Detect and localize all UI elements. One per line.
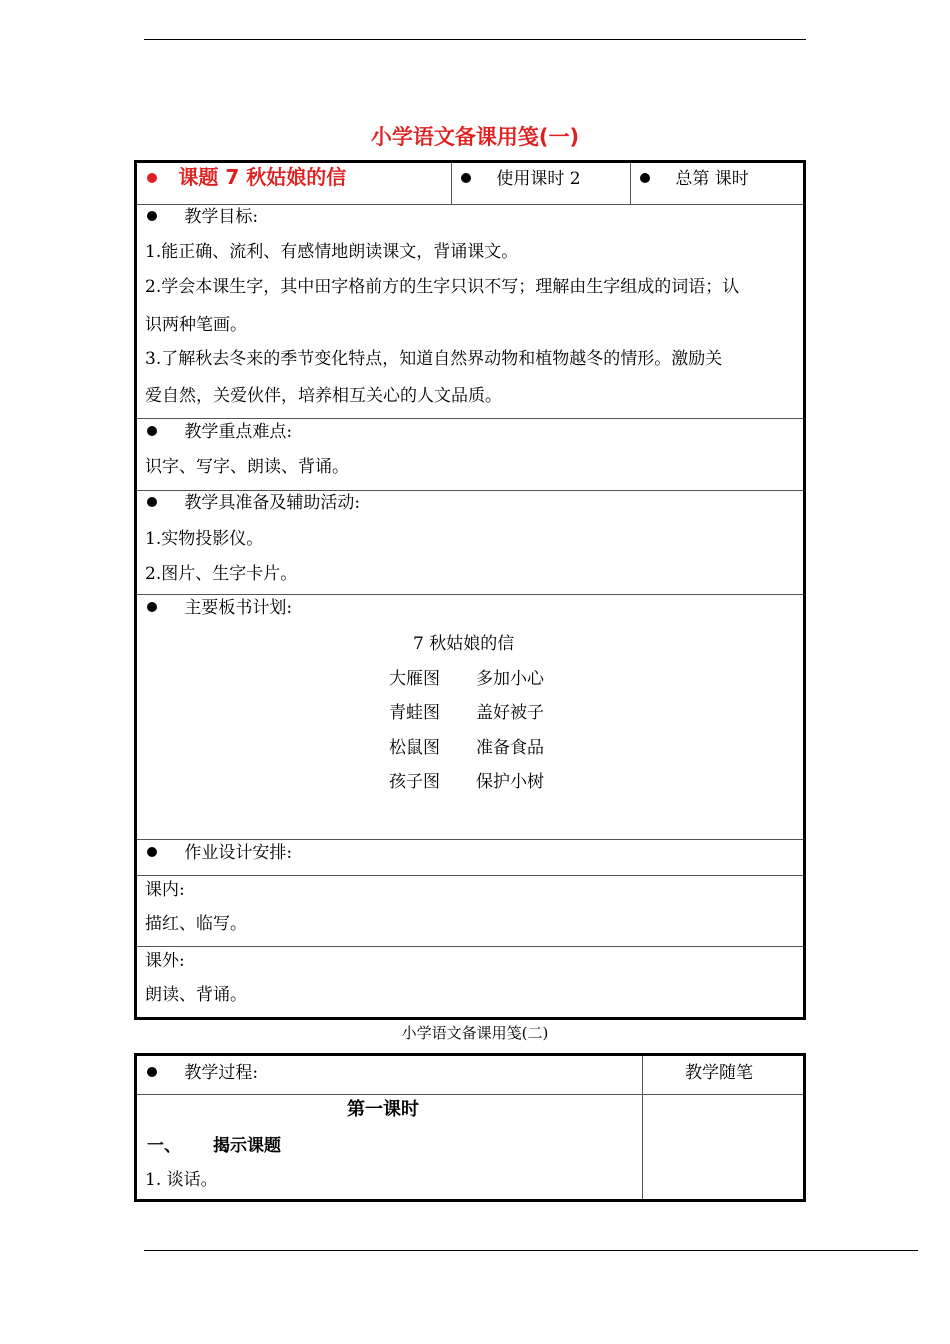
lesson-plan-table	[134, 160, 806, 1020]
bullet-icon	[147, 1067, 157, 1077]
key-points-text: 识字、写字、朗读、背诵。	[145, 457, 349, 477]
board-row-left: 青蛙图	[389, 703, 440, 723]
header-divider-2	[630, 163, 631, 204]
row-divider	[137, 1094, 803, 1095]
objective-line: 爱自然，关爱伙伴，培养相互关心的人文品质。	[145, 386, 502, 406]
bullet-icon	[147, 497, 157, 507]
board-row-right: 保护小树	[476, 772, 544, 792]
process-item: 1. 谈话。	[145, 1170, 218, 1190]
row-divider	[137, 875, 803, 876]
bullet-icon	[147, 173, 157, 183]
bullet-icon	[640, 173, 650, 183]
materials-label-line	[147, 493, 360, 513]
homework-in-text: 描红、临写。	[145, 914, 247, 934]
homework-out-text: 朗读、背诵。	[145, 985, 247, 1005]
objective-line: 识两种笔画。	[145, 315, 247, 335]
board-row-right: 盖好被子	[476, 703, 544, 723]
row-divider	[137, 490, 803, 491]
row-divider	[137, 946, 803, 947]
objectives-label-line	[147, 207, 258, 227]
row-divider	[137, 418, 803, 419]
total-label: 总第 课时	[675, 169, 749, 189]
board-row-left: 大雁图	[389, 669, 440, 689]
material-line: 2.图片、生字卡片。	[145, 564, 298, 584]
board-label: 主要板书计划:	[184, 598, 293, 618]
homework-in-label: 课内:	[145, 880, 185, 900]
material-line: 1.实物投影仪。	[145, 529, 264, 549]
section-number: 一、	[147, 1136, 181, 1156]
board-title: 7 秋姑娘的信	[413, 634, 515, 654]
period-title: 第一课时	[347, 1099, 419, 1120]
notes-column-divider	[642, 1056, 643, 1199]
process-label-line	[147, 1063, 258, 1083]
process-table	[134, 1053, 806, 1202]
row-divider	[137, 594, 803, 595]
board-row-right: 准备食品	[476, 738, 544, 758]
bullet-icon	[147, 847, 157, 857]
board-row-right: 多加小心	[476, 669, 544, 689]
row-divider	[137, 204, 803, 205]
bullet-icon	[147, 602, 157, 612]
homework-out-label: 课外:	[145, 951, 185, 971]
objectives-label: 教学目标:	[184, 207, 259, 227]
objective-line: 3.了解秋去冬来的季节变化特点，知道自然界动物和植物越冬的情形。激励关	[145, 349, 723, 369]
total-cell	[640, 169, 749, 189]
objective-line: 1.能正确、流利、有感情地朗读课文，背诵课文。	[145, 242, 519, 262]
bullet-icon	[147, 211, 157, 221]
board-row-left: 孩子图	[389, 772, 440, 792]
homework-label-line	[147, 843, 292, 863]
lesson-title-cell	[147, 167, 346, 189]
board-row-left: 松鼠图	[389, 738, 440, 758]
key-points-label: 教学重点难点:	[184, 422, 293, 442]
page1-title: 小学语文备课用笺(一)	[370, 125, 580, 149]
page2-title: 小学语文备课用笺(二)	[401, 1024, 549, 1042]
bullet-icon	[147, 426, 157, 436]
bottom-rule	[144, 1250, 918, 1251]
notes-label: 教学随笔	[685, 1063, 753, 1083]
objective-line: 2.学会本课生字，其中田字格前方的生字只识不写；理解由生字组成的词语；认	[145, 277, 740, 297]
section-title: 揭示课题	[213, 1136, 281, 1156]
header-divider-1	[451, 163, 452, 204]
bullet-icon	[461, 173, 471, 183]
hours-label: 使用课时 2	[496, 169, 581, 189]
top-rule	[144, 39, 806, 40]
homework-label: 作业设计安排:	[184, 843, 293, 863]
row-divider	[137, 839, 803, 840]
process-label: 教学过程:	[184, 1063, 259, 1083]
materials-label: 教学具准备及辅助活动:	[184, 493, 361, 513]
lesson-title: 课题 7 秋姑娘的信	[178, 165, 347, 189]
hours-cell	[461, 169, 581, 189]
board-label-line	[147, 598, 292, 618]
key-points-label-line	[147, 422, 292, 442]
